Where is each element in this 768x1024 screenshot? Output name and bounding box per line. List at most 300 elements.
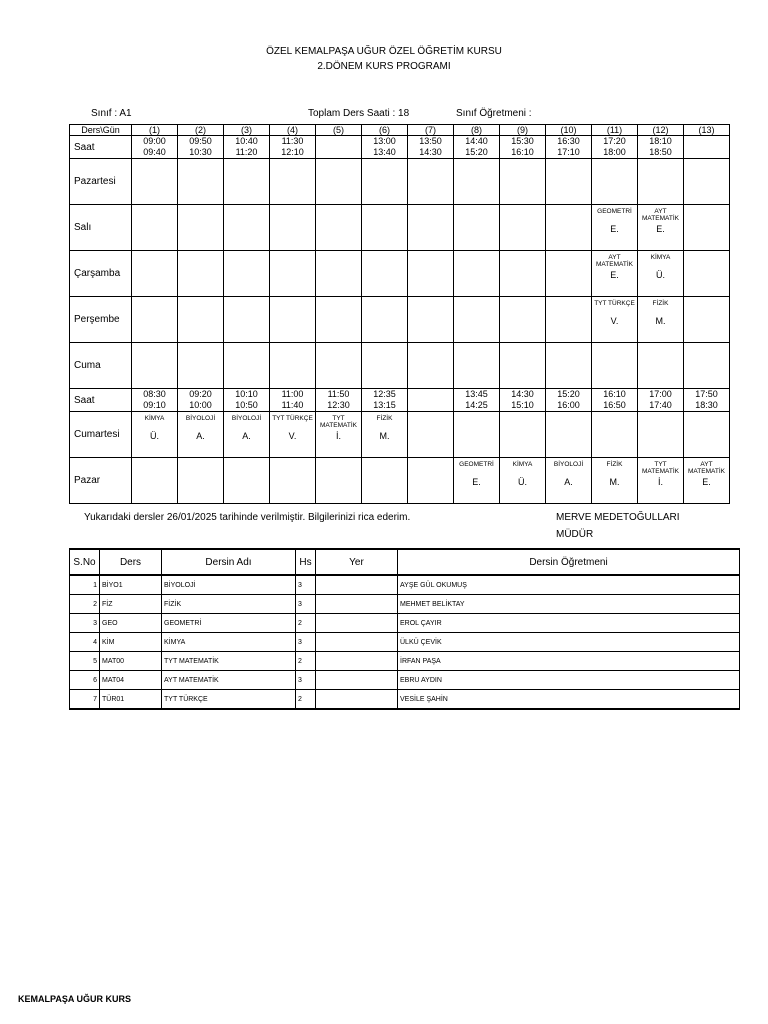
time-end: 11:40 xyxy=(281,400,304,410)
slot-cell xyxy=(500,251,546,297)
day-label: Cumartesi xyxy=(70,412,132,458)
lessons-table xyxy=(69,548,740,710)
lessons-cell: 2 xyxy=(296,614,316,633)
time-start: 15:30 xyxy=(511,136,534,146)
lesson-name: TYT MATEMATİK xyxy=(320,415,357,429)
slot-cell xyxy=(362,159,408,205)
slot-cell xyxy=(408,297,454,343)
class-label: Sınıf : A1 xyxy=(91,108,132,119)
time-end: 12:10 xyxy=(281,147,304,157)
day-label: Perşembe xyxy=(70,297,132,343)
time-cell xyxy=(592,389,638,412)
slot-cell xyxy=(224,297,270,343)
teacher-initial: V. xyxy=(610,316,619,326)
lessons-column-header: S.No xyxy=(70,549,100,575)
time-cell xyxy=(454,389,500,412)
slot-cell xyxy=(684,205,730,251)
slot-cell xyxy=(224,205,270,251)
lesson-entry xyxy=(592,299,637,340)
time-start: 18:10 xyxy=(649,136,672,146)
slot-cell xyxy=(592,458,638,504)
time-row xyxy=(70,389,730,412)
slot-cell xyxy=(546,458,592,504)
slot-cell xyxy=(500,412,546,458)
slot-cell xyxy=(546,205,592,251)
slot-cell xyxy=(592,205,638,251)
lessons-cell: BİYO1 xyxy=(100,575,162,595)
time-cell xyxy=(316,389,362,412)
time-end: 09:40 xyxy=(143,147,166,157)
lesson-name: FİZİK xyxy=(376,415,393,422)
slot-cell xyxy=(638,251,684,297)
lesson-name: GEOMETRİ xyxy=(597,208,632,215)
slot-cell xyxy=(500,297,546,343)
lesson-entry xyxy=(638,299,683,340)
lessons-cell xyxy=(316,614,398,633)
time-end: 10:30 xyxy=(189,147,212,157)
time-end: 10:00 xyxy=(189,400,212,410)
teacher-initial: Ü. xyxy=(656,270,665,280)
slot-cell xyxy=(546,412,592,458)
teacher-initial: E. xyxy=(656,224,665,234)
time-cell xyxy=(500,136,546,159)
time-cell xyxy=(546,389,592,412)
slot-cell xyxy=(454,412,500,458)
slot-cell xyxy=(546,159,592,205)
slot-cell xyxy=(224,251,270,297)
slot-cell xyxy=(270,251,316,297)
day-label: Pazartesi xyxy=(70,159,132,205)
slot-cell xyxy=(362,458,408,504)
slot-cell xyxy=(270,343,316,389)
lesson-name: FİZİK xyxy=(652,300,669,307)
period-number: (3) xyxy=(224,125,270,136)
table-row xyxy=(70,633,740,652)
period-number: (9) xyxy=(500,125,546,136)
slot-cell xyxy=(684,343,730,389)
slot-cell xyxy=(684,412,730,458)
time-start: 10:40 xyxy=(235,136,258,146)
time-end: 18:30 xyxy=(695,400,718,410)
lessons-column-header: Ders xyxy=(100,549,162,575)
lesson-entry xyxy=(178,414,223,455)
teacher-initial: M. xyxy=(609,477,620,487)
day-row xyxy=(70,343,730,389)
teacher-initial: A. xyxy=(242,431,251,441)
slot-cell xyxy=(454,159,500,205)
page-title: ÖZEL KEMALPAŞA UĞUR ÖZEL ÖĞRETİM KURSU xyxy=(266,46,502,57)
lesson-entry xyxy=(546,460,591,501)
period-number: (5) xyxy=(316,125,362,136)
time-start: 14:30 xyxy=(511,389,534,399)
lesson-name: KİMYA xyxy=(650,254,671,261)
slot-cell xyxy=(500,205,546,251)
lessons-column-header: Hs xyxy=(296,549,316,575)
lessons-cell: 7 xyxy=(70,690,100,710)
slot-cell xyxy=(454,251,500,297)
lesson-name: AYT MATEMATİK xyxy=(688,461,725,475)
lesson-entry xyxy=(362,414,407,455)
slot-cell xyxy=(638,458,684,504)
table-row xyxy=(70,652,740,671)
lessons-cell: 2 xyxy=(70,595,100,614)
teacher-initial: E. xyxy=(610,270,619,280)
lesson-entry xyxy=(316,414,361,455)
time-end: 14:30 xyxy=(419,147,442,157)
lesson-name: BİYOLOJİ xyxy=(185,415,216,422)
slot-cell xyxy=(454,297,500,343)
lessons-cell: 3 xyxy=(296,575,316,595)
time-cell xyxy=(408,389,454,412)
time-end: 11:20 xyxy=(235,147,258,157)
day-row xyxy=(70,458,730,504)
period-number: (12) xyxy=(638,125,684,136)
slot-cell xyxy=(224,343,270,389)
period-number: (2) xyxy=(178,125,224,136)
day-label: Pazar xyxy=(70,458,132,504)
lessons-cell: 3 xyxy=(296,633,316,652)
slot-cell xyxy=(500,458,546,504)
slot-cell xyxy=(638,205,684,251)
lesson-name: AYT MATEMATİK xyxy=(596,254,633,268)
time-start: 16:10 xyxy=(603,389,626,399)
slot-cell xyxy=(592,159,638,205)
lesson-entry xyxy=(638,460,683,501)
time-cell xyxy=(408,136,454,159)
slot-cell xyxy=(132,251,178,297)
slot-cell xyxy=(316,159,362,205)
time-start: 13:45 xyxy=(465,389,488,399)
lessons-cell: 3 xyxy=(296,595,316,614)
lessons-cell: KİM xyxy=(100,633,162,652)
slot-cell xyxy=(592,251,638,297)
slot-cell xyxy=(362,297,408,343)
teacher-initial: E. xyxy=(610,224,619,234)
lessons-cell: KİMYA xyxy=(162,633,296,652)
time-start: 17:20 xyxy=(603,136,626,146)
time-start: 13:50 xyxy=(419,136,442,146)
lessons-cell xyxy=(316,575,398,595)
teacher-initial: İ. xyxy=(335,431,341,441)
teacher-initial: M. xyxy=(655,316,666,326)
teacher-initial: İ. xyxy=(657,477,663,487)
schedule-table xyxy=(69,124,730,504)
teacher-initial: E. xyxy=(472,477,481,487)
slot-cell xyxy=(684,251,730,297)
lessons-cell: EBRU AYDIN xyxy=(398,671,740,690)
time-cell xyxy=(270,136,316,159)
lesson-name: AYT MATEMATİK xyxy=(642,208,679,222)
lessons-cell: 6 xyxy=(70,671,100,690)
time-cell xyxy=(132,389,178,412)
lessons-cell: 2 xyxy=(296,690,316,710)
time-end: 16:50 xyxy=(603,400,626,410)
period-number: (1) xyxy=(132,125,178,136)
slot-cell xyxy=(546,343,592,389)
slot-cell xyxy=(684,458,730,504)
time-start: 09:00 xyxy=(143,136,166,146)
time-cell xyxy=(546,136,592,159)
table-row xyxy=(70,614,740,633)
lessons-cell: BİYOLOJİ xyxy=(162,575,296,595)
lesson-entry xyxy=(454,460,499,501)
teacher-initial: Ü. xyxy=(150,431,159,441)
time-start: 10:10 xyxy=(235,389,258,399)
slot-cell xyxy=(362,251,408,297)
time-start: 17:00 xyxy=(649,389,672,399)
slot-cell xyxy=(684,159,730,205)
slot-cell xyxy=(500,159,546,205)
teacher-initial: A. xyxy=(196,431,205,441)
slot-cell xyxy=(132,458,178,504)
slot-cell xyxy=(546,297,592,343)
slot-cell xyxy=(546,251,592,297)
lessons-cell: İRFAN PAŞA xyxy=(398,652,740,671)
teacher-initial: M. xyxy=(379,431,390,441)
time-start: 08:30 xyxy=(143,389,166,399)
time-start: 09:50 xyxy=(189,136,212,146)
page-subtitle: 2.DÖNEM KURS PROGRAMI xyxy=(317,61,451,72)
slot-cell xyxy=(132,159,178,205)
day-row xyxy=(70,159,730,205)
slot-cell xyxy=(178,159,224,205)
period-number: (8) xyxy=(454,125,500,136)
slot-cell xyxy=(178,251,224,297)
lesson-entry xyxy=(224,414,269,455)
slot-cell xyxy=(316,297,362,343)
time-cell xyxy=(132,136,178,159)
lessons-cell xyxy=(316,690,398,710)
slot-cell xyxy=(408,159,454,205)
slot-cell xyxy=(270,159,316,205)
lessons-cell: 2 xyxy=(296,652,316,671)
period-number: (10) xyxy=(546,125,592,136)
lesson-name: TYT TÜRKÇE xyxy=(272,415,313,422)
time-end: 15:20 xyxy=(465,147,488,157)
time-start: 09:20 xyxy=(189,389,212,399)
slot-cell xyxy=(132,343,178,389)
slot-cell xyxy=(270,458,316,504)
slot-cell xyxy=(316,205,362,251)
time-cell xyxy=(362,136,408,159)
lessons-cell: EROL ÇAYIR xyxy=(398,614,740,633)
teacher-initial: E. xyxy=(702,477,711,487)
day-row xyxy=(70,297,730,343)
day-row xyxy=(70,251,730,297)
row-label-saat: Saat xyxy=(70,389,132,412)
slot-cell xyxy=(178,458,224,504)
slot-cell xyxy=(178,412,224,458)
lesson-name: TYT MATEMATİK xyxy=(642,461,679,475)
time-cell xyxy=(270,389,316,412)
slot-cell xyxy=(224,412,270,458)
slot-cell xyxy=(224,159,270,205)
time-cell xyxy=(316,136,362,159)
time-start: 11:30 xyxy=(281,136,304,146)
time-start: 17:50 xyxy=(695,389,718,399)
slot-cell xyxy=(454,205,500,251)
table-row xyxy=(70,690,740,710)
lessons-cell: MEHMET BELİKTAY xyxy=(398,595,740,614)
lessons-column-header: Yer xyxy=(316,549,398,575)
time-start: 11:00 xyxy=(281,389,304,399)
slot-cell xyxy=(316,412,362,458)
day-label: Salı xyxy=(70,205,132,251)
slot-cell xyxy=(408,343,454,389)
lesson-entry xyxy=(132,414,177,455)
time-cell xyxy=(224,389,270,412)
lesson-name: TYT TÜRKÇE xyxy=(594,300,635,307)
time-end: 13:40 xyxy=(373,147,396,157)
slot-cell xyxy=(270,297,316,343)
time-cell xyxy=(638,389,684,412)
slot-cell xyxy=(178,297,224,343)
slot-cell xyxy=(362,205,408,251)
teacher-initial: V. xyxy=(288,431,297,441)
lessons-cell: TYT MATEMATİK xyxy=(162,652,296,671)
lessons-cell: TÜR01 xyxy=(100,690,162,710)
time-cell xyxy=(454,136,500,159)
lessons-column-header: Dersin Adı xyxy=(162,549,296,575)
time-cell xyxy=(684,389,730,412)
slot-cell xyxy=(638,159,684,205)
lessons-cell: MAT00 xyxy=(100,652,162,671)
lesson-name: BİYOLOJİ xyxy=(553,461,584,468)
slot-cell xyxy=(132,412,178,458)
lessons-column-header: Dersin Öğretmeni xyxy=(398,549,740,575)
table-row xyxy=(70,575,740,595)
period-number: (13) xyxy=(684,125,730,136)
total-hours-label: Toplam Ders Saati : 18 xyxy=(308,108,410,119)
lessons-cell xyxy=(316,595,398,614)
time-end: 18:50 xyxy=(649,147,672,157)
time-cell xyxy=(362,389,408,412)
lesson-entry xyxy=(270,414,315,455)
row-label-saat: Saat xyxy=(70,136,132,159)
time-end: 17:40 xyxy=(649,400,672,410)
time-end: 13:15 xyxy=(373,400,396,410)
brand-footer: KEMALPAŞA UĞUR KURS xyxy=(18,994,132,1004)
lesson-name: GEOMETRİ xyxy=(459,461,494,468)
lesson-name: KİMYA xyxy=(512,461,533,468)
lesson-name: KİMYA xyxy=(144,415,165,422)
lesson-name: FİZİK xyxy=(606,461,623,468)
period-number: (6) xyxy=(362,125,408,136)
slot-cell xyxy=(316,251,362,297)
lessons-cell xyxy=(316,671,398,690)
slot-cell xyxy=(684,297,730,343)
day-row xyxy=(70,205,730,251)
slot-cell xyxy=(454,458,500,504)
slot-cell xyxy=(592,412,638,458)
slot-cell xyxy=(592,343,638,389)
slot-cell xyxy=(408,458,454,504)
lessons-cell xyxy=(316,633,398,652)
lessons-cell: VESİLE ŞAHİN xyxy=(398,690,740,710)
schedule-note: Yukarıdaki dersler 26/01/2025 tarihinde verilmiştir. Bilgilerinizi rica ederim. xyxy=(84,512,411,523)
lesson-entry xyxy=(684,460,729,501)
slot-cell xyxy=(408,205,454,251)
lesson-entry xyxy=(592,460,637,501)
time-start: 16:30 xyxy=(557,136,580,146)
lessons-cell: GEOMETRİ xyxy=(162,614,296,633)
lesson-name: BİYOLOJİ xyxy=(231,415,262,422)
lesson-entry xyxy=(638,253,683,294)
slot-cell xyxy=(408,251,454,297)
lessons-cell: AYŞE GÜL OKUMUŞ xyxy=(398,575,740,595)
slot-cell xyxy=(316,343,362,389)
table-row xyxy=(70,671,740,690)
time-start: 15:20 xyxy=(557,389,580,399)
time-start: 13:00 xyxy=(373,136,396,146)
table-row xyxy=(70,595,740,614)
period-number: (4) xyxy=(270,125,316,136)
director-name: MERVE MEDETOĞULLARI xyxy=(556,512,680,523)
slot-cell xyxy=(316,458,362,504)
lessons-cell: TYT TÜRKÇE xyxy=(162,690,296,710)
day-row xyxy=(70,412,730,458)
time-cell xyxy=(224,136,270,159)
slot-cell xyxy=(362,343,408,389)
lessons-cell: MAT04 xyxy=(100,671,162,690)
day-label: Çarşamba xyxy=(70,251,132,297)
slot-cell xyxy=(270,412,316,458)
lessons-cell: 4 xyxy=(70,633,100,652)
time-end: 16:00 xyxy=(557,400,580,410)
slot-cell xyxy=(500,343,546,389)
lesson-entry xyxy=(500,460,545,501)
period-number: (11) xyxy=(592,125,638,136)
lessons-cell: 5 xyxy=(70,652,100,671)
lesson-entry xyxy=(592,207,637,248)
time-end: 18:00 xyxy=(603,147,626,157)
lessons-cell: FİZİK xyxy=(162,595,296,614)
time-start: 12:35 xyxy=(373,389,396,399)
time-end: 15:10 xyxy=(511,400,534,410)
time-end: 10:50 xyxy=(235,400,258,410)
time-end: 12:30 xyxy=(327,400,350,410)
class-teacher-label: Sınıf Öğretmeni : xyxy=(456,108,532,119)
teacher-initial: A. xyxy=(564,477,573,487)
time-cell xyxy=(638,136,684,159)
lessons-cell: FİZ xyxy=(100,595,162,614)
time-end: 09:10 xyxy=(143,400,166,410)
lessons-cell: 1 xyxy=(70,575,100,595)
time-cell xyxy=(592,136,638,159)
slot-cell xyxy=(178,343,224,389)
lesson-entry xyxy=(592,253,637,294)
slot-cell xyxy=(454,343,500,389)
slot-cell xyxy=(270,205,316,251)
day-label: Cuma xyxy=(70,343,132,389)
director-title: MÜDÜR xyxy=(556,529,594,540)
corner-label: Ders\Gün xyxy=(70,125,132,136)
period-number: (7) xyxy=(408,125,454,136)
lessons-cell: 3 xyxy=(70,614,100,633)
time-cell xyxy=(500,389,546,412)
time-start: 14:40 xyxy=(465,136,488,146)
lesson-entry xyxy=(638,207,683,248)
time-cell xyxy=(684,136,730,159)
time-start: 11:50 xyxy=(327,389,350,399)
slot-cell xyxy=(132,205,178,251)
time-end: 16:10 xyxy=(511,147,534,157)
time-cell xyxy=(178,136,224,159)
lessons-cell xyxy=(316,652,398,671)
period-header-row xyxy=(70,125,730,136)
slot-cell xyxy=(408,412,454,458)
time-end: 17:10 xyxy=(557,147,580,157)
